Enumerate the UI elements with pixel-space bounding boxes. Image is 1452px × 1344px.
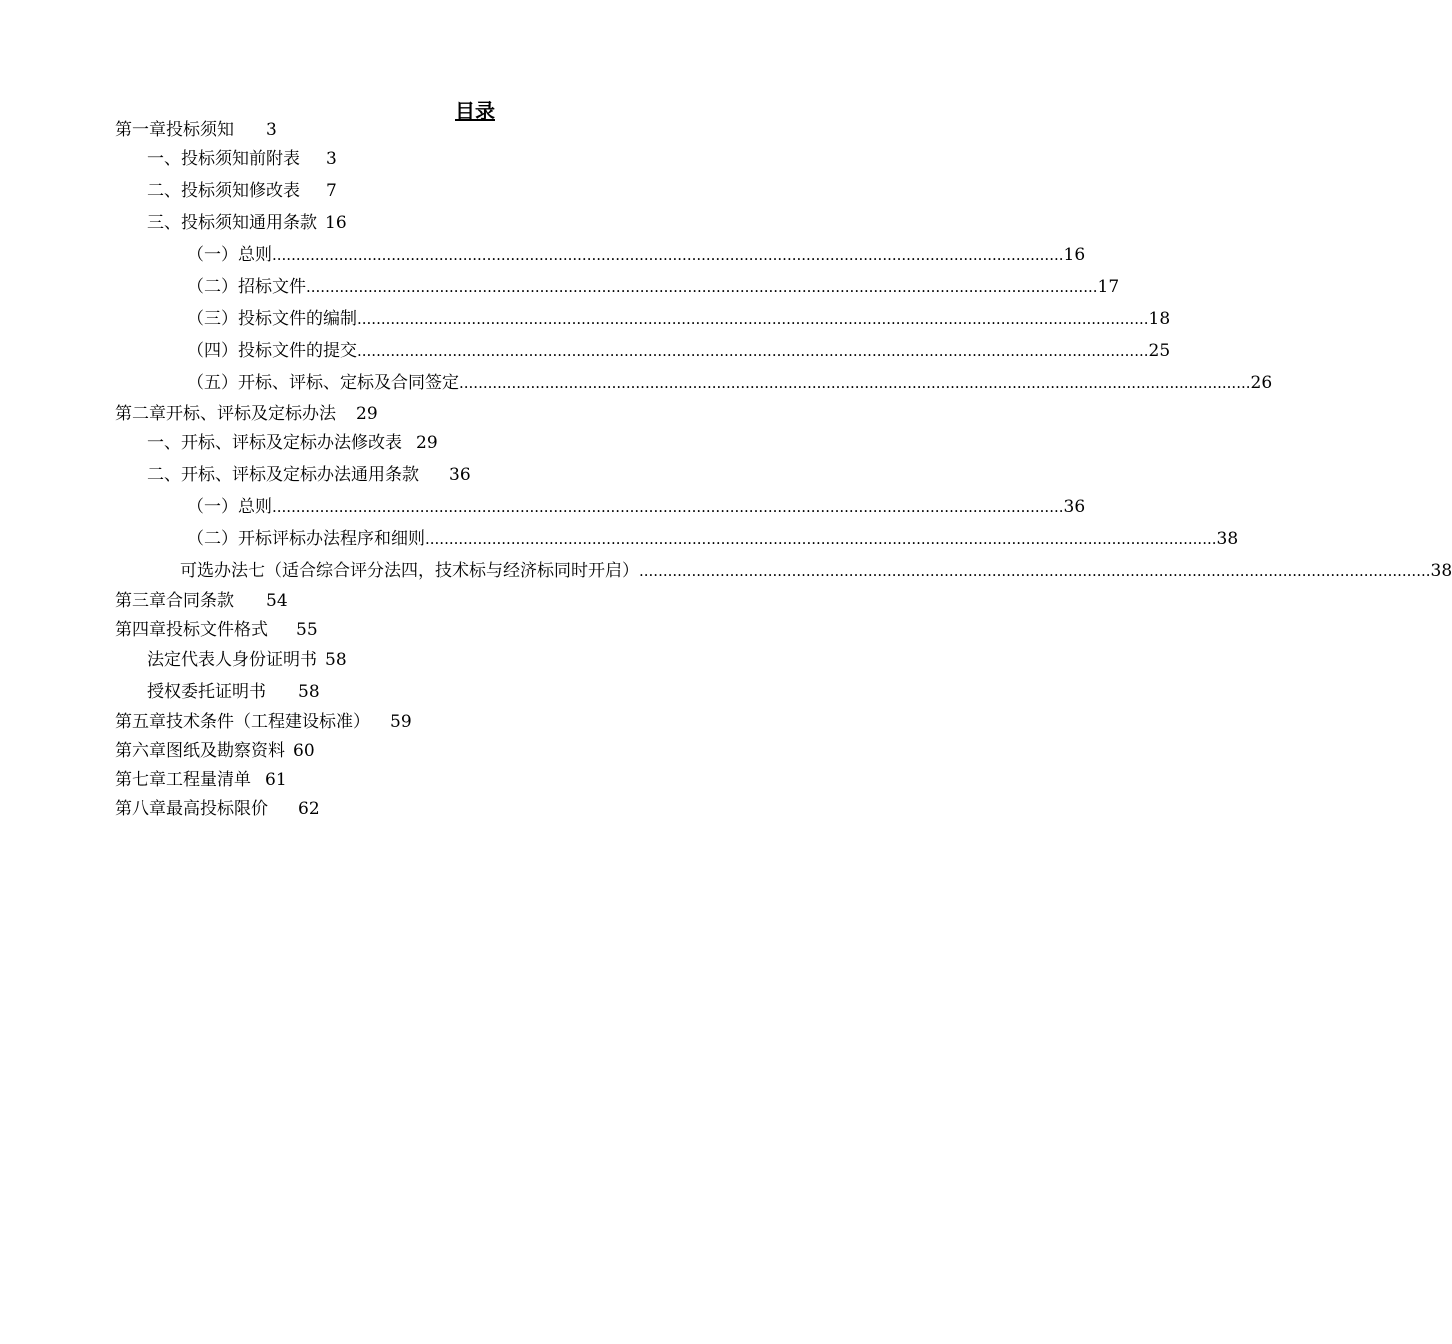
toc-entry-label: （一）总则 [187,245,272,265]
toc-entry-label: （二）开标评标办法程序和细则 [187,529,425,549]
toc-entry-2-2-1[interactable] [187,496,1086,518]
toc-entry-1-3-3[interactable] [187,308,1171,330]
toc-entry-page: 3 [266,120,277,140]
toc-entry-1-3-4[interactable] [187,340,1171,362]
toc-entry-chapter-6[interactable] [115,740,315,762]
toc-entry-page: 25 [1148,341,1171,361]
toc-entry-page: 62 [298,799,320,819]
toc-entry-label: （四）投标文件的提交 [187,341,357,361]
toc-entry-page: 29 [416,433,438,453]
toc-entry-page: 60 [293,741,315,761]
toc-entry-page: 59 [390,712,412,732]
toc-entry-label: 第二章开标、评标及定标办法 [115,404,336,424]
toc-entry-label: （一）总则 [187,497,272,517]
toc-entry-1-3-5[interactable] [187,372,1273,394]
toc-entry-label: 授权委托证明书 [147,682,266,702]
dot-leader: ...................................................................................................................................................................... [357,310,1149,328]
toc-entry-page: 54 [266,591,288,611]
toc-entry-1-3[interactable] [147,212,347,234]
toc-entry-page: 17 [1097,277,1120,297]
toc-entry-label: 第八章最高投标限价 [115,799,268,819]
toc-entry-chapter-5[interactable] [115,711,412,733]
toc-entry-page: 16 [325,213,347,233]
toc-entry-chapter-8[interactable] [115,798,320,820]
toc-entry-label: 二、投标须知修改表 [147,181,300,201]
toc-entry-page: 58 [325,650,347,670]
dot-leader: ...................................................................................................................................................................... [272,498,1064,516]
toc-entry-label: 二、开标、评标及定标办法通用条款 [147,465,419,485]
toc-entry-label: 第一章投标须知 [115,120,234,140]
toc-entry-1-2[interactable] [147,180,337,202]
toc-entry-page: 16 [1063,245,1086,265]
toc-entry-label: 第六章图纸及勘察资料 [115,741,285,761]
toc-entry-label: 法定代表人身份证明书 [147,650,317,670]
toc-entry-page: 55 [296,620,318,640]
toc-entry-chapter-7[interactable] [115,769,287,791]
toc-entry-chapter-3[interactable] [115,590,288,612]
dot-leader: ...................................................................................................................................................................... [306,278,1098,296]
toc-entry-label: 第七章工程量清单 [115,770,251,790]
toc-entry-page: 18 [1148,309,1171,329]
dot-leader: ...................................................................................................................................................................... [459,374,1251,392]
toc-entry-2-2-3[interactable] [180,560,1452,582]
toc-entry-label: （三）投标文件的编制 [187,309,357,329]
dot-leader: ...................................................................................................................................................................... [357,342,1149,360]
toc-entry-chapter-4[interactable] [115,619,318,641]
toc-entry-label: 可选办法七（适合综合评分法四，技术标与经济标同时开启） [180,561,639,581]
dot-leader: ...................................................................................................................................................................... [639,562,1431,580]
dot-leader: ...................................................................................................................................................................... [272,246,1064,264]
toc-entry-page: 36 [449,465,471,485]
toc-entry-page: 26 [1250,373,1273,393]
toc-entry-1-1[interactable] [147,148,337,170]
toc-entry-label: （二）招标文件 [187,277,306,297]
toc-entry-2-2[interactable] [147,464,471,486]
toc-entry-4-2[interactable] [147,681,320,703]
toc-entry-2-2-2[interactable] [187,528,1239,550]
toc-entry-label: 一、投标须知前附表 [147,149,300,169]
toc-entry-page: 7 [326,181,337,201]
toc-entry-page: 61 [265,770,287,790]
toc-entry-page: 36 [1063,497,1086,517]
toc-entry-label: （五）开标、评标、定标及合同签定 [187,373,459,393]
toc-entry-1-3-2[interactable] [187,276,1120,298]
toc-entry-chapter-1[interactable] [115,119,277,141]
dot-leader: ...................................................................................................................................................................... [425,530,1217,548]
toc-entry-4-1[interactable] [147,649,347,671]
toc-entry-chapter-2[interactable] [115,403,378,425]
toc-entry-page: 29 [356,404,378,424]
toc-entry-page: 38 [1216,529,1239,549]
toc-entry-label: 第三章合同条款 [115,591,234,611]
toc-entry-page: 58 [298,682,320,702]
toc-entry-page: 38 [1430,561,1452,581]
toc-entry-1-3-1[interactable] [187,244,1086,266]
toc-entry-label: 三、投标须知通用条款 [147,213,317,233]
toc-entry-label: 第五章技术条件（工程建设标准） [115,712,370,732]
toc-entry-label: 第四章投标文件格式 [115,620,268,640]
toc-title: 目录 [455,99,495,123]
toc-entry-page: 3 [326,149,337,169]
toc-entry-2-1[interactable] [147,432,438,454]
toc-entry-label: 一、开标、评标及定标办法修改表 [147,433,402,453]
